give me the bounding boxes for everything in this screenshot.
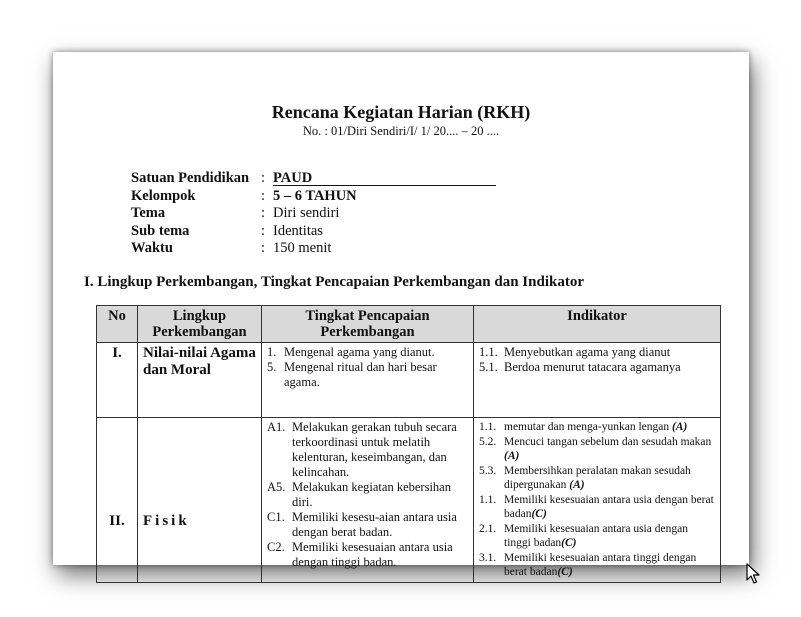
table-header-row <box>97 306 721 343</box>
indicator-code: (C) <box>531 508 547 520</box>
meta-row-subtema <box>131 223 496 241</box>
header-indicator: Indikator <box>474 306 721 343</box>
tpp-item <box>267 510 468 540</box>
meta-colon: : <box>261 205 266 221</box>
indicator-number: 5.2. <box>479 435 497 448</box>
tpp-text: Melakukan gerakan tubuh secara terkoordinasi untuk melatih kelenturan, keseimbangan, dan kelincahan. <box>292 420 457 479</box>
tpp-item <box>267 540 468 570</box>
tpp-number: A1. <box>267 420 286 434</box>
tpp-item <box>267 345 468 360</box>
document-page <box>53 52 749 578</box>
row-indicators <box>474 418 721 583</box>
document-number: No. : 01/Diri Sendiri/I/ 1/ 20.... – 20 .... <box>302 124 500 138</box>
row-scope: Nilai-nilai Agama dan Moral <box>138 343 262 418</box>
tpp-item <box>267 480 468 510</box>
meta-value: Identitas <box>273 222 323 239</box>
tpp-text: Mengenal ritual dan hari besar agama. <box>284 360 437 389</box>
document-title: Rencana Kegiatan Harian (RKH) <box>271 102 531 122</box>
indicator-number: 5.1. <box>479 360 498 374</box>
meta-colon: : <box>261 240 266 256</box>
meta-row-satuan <box>131 170 496 188</box>
indicator-code: (C) <box>561 537 577 549</box>
indicator-number: 1.1. <box>479 421 497 433</box>
meta-label: Satuan Pendidikan <box>131 170 250 186</box>
meta-value: 150 menit <box>273 240 332 256</box>
meta-label: Tema <box>131 205 166 221</box>
indicator-text: Memiliki kesesuaian antara tinggi dengan berat badan <box>504 551 697 578</box>
tpp-number: 5. <box>267 360 277 374</box>
header-tpp: Tingkat Pencapaian Perkembangan <box>262 306 474 343</box>
indicator-number: 1.1. <box>479 493 497 506</box>
row-indicators <box>474 343 721 418</box>
indicator-code: (A) <box>504 450 520 462</box>
indicator-item <box>479 360 715 375</box>
meta-colon: : <box>261 222 266 239</box>
tpp-number: C1. <box>267 510 285 524</box>
indicator-number: 5.3. <box>479 464 497 477</box>
row-number: II. <box>97 418 138 583</box>
mouse-pointer-icon <box>746 563 760 585</box>
meta-label: Kelompok <box>131 187 196 204</box>
tpp-text: Memiliki kesesu-aian antara usia dengan berat badan. <box>292 510 457 539</box>
header-no: No <box>97 306 138 343</box>
indicator-text: Memiliki kesesuaian antara usia dengan berat badan <box>504 493 714 520</box>
tpp-item <box>267 420 468 480</box>
row-tpp <box>262 343 474 418</box>
meta-value: 5 – 6 TAHUN <box>273 187 357 204</box>
indicator-item <box>479 493 715 522</box>
tpp-number: C2. <box>267 540 285 554</box>
indicator-text: Mencuci tangan sebelum dan sesudah makan <box>504 435 712 448</box>
indicator-text: Membersihkan peralatan makan sesudah dipergunakan <box>504 464 691 491</box>
header-scope: Lingkup Perkembangan <box>138 306 262 343</box>
meta-block <box>131 170 496 258</box>
indicator-code: (C) <box>557 566 573 578</box>
meta-colon: : <box>261 187 266 204</box>
table-row <box>97 343 721 418</box>
meta-label: Waktu <box>131 240 173 256</box>
meta-row-waktu <box>131 240 496 258</box>
indicator-code: (A) <box>671 421 688 433</box>
row-scope: Fisik <box>138 418 262 583</box>
tpp-text: Melakukan kegiatan kebersihan diri. <box>292 480 451 509</box>
meta-value: PAUD <box>273 171 496 186</box>
indicator-item <box>479 435 715 464</box>
indicator-item <box>479 345 715 360</box>
row-tpp <box>262 418 474 583</box>
table-row <box>97 418 721 583</box>
tpp-number: A5. <box>267 480 286 494</box>
indicator-text: Berdoa menurut tatacara agamanya <box>504 360 681 374</box>
meta-label: Sub tema <box>131 222 190 239</box>
indicator-text: Menyebutkan agama yang dianut <box>504 345 671 359</box>
meta-value: Diri sendiri <box>273 205 340 221</box>
indicator-number: 3.1. <box>479 551 497 564</box>
row-number: I. <box>97 343 138 418</box>
meta-row-kelompok <box>131 188 496 206</box>
tpp-item <box>267 360 468 390</box>
tpp-text: Memiliki kesesuaian antara usia dengan tinggi badan. <box>292 540 453 569</box>
indicator-text: memutar dan menga-yunkan lengan <box>504 421 672 433</box>
tpp-text: Mengenal agama yang dianut. <box>284 345 435 359</box>
meta-row-tema <box>131 205 496 223</box>
indicator-number: 1.1. <box>479 345 498 359</box>
indicator-code: (A) <box>569 479 585 491</box>
meta-colon: : <box>261 170 266 186</box>
rkh-table <box>96 305 721 583</box>
indicator-text: Memiliki kesesuaian antara usia dengan tinggi badan <box>504 522 688 549</box>
tpp-number: 1. <box>267 345 277 359</box>
indicator-number: 2.1. <box>479 522 497 535</box>
section-heading: I. Lingkup Perkembangan, Tingkat Pencapaian Perkembangan dan Indikator <box>84 274 584 290</box>
indicator-item <box>479 551 715 580</box>
indicator-item <box>479 522 715 551</box>
indicator-item <box>479 420 715 435</box>
indicator-item <box>479 464 715 493</box>
